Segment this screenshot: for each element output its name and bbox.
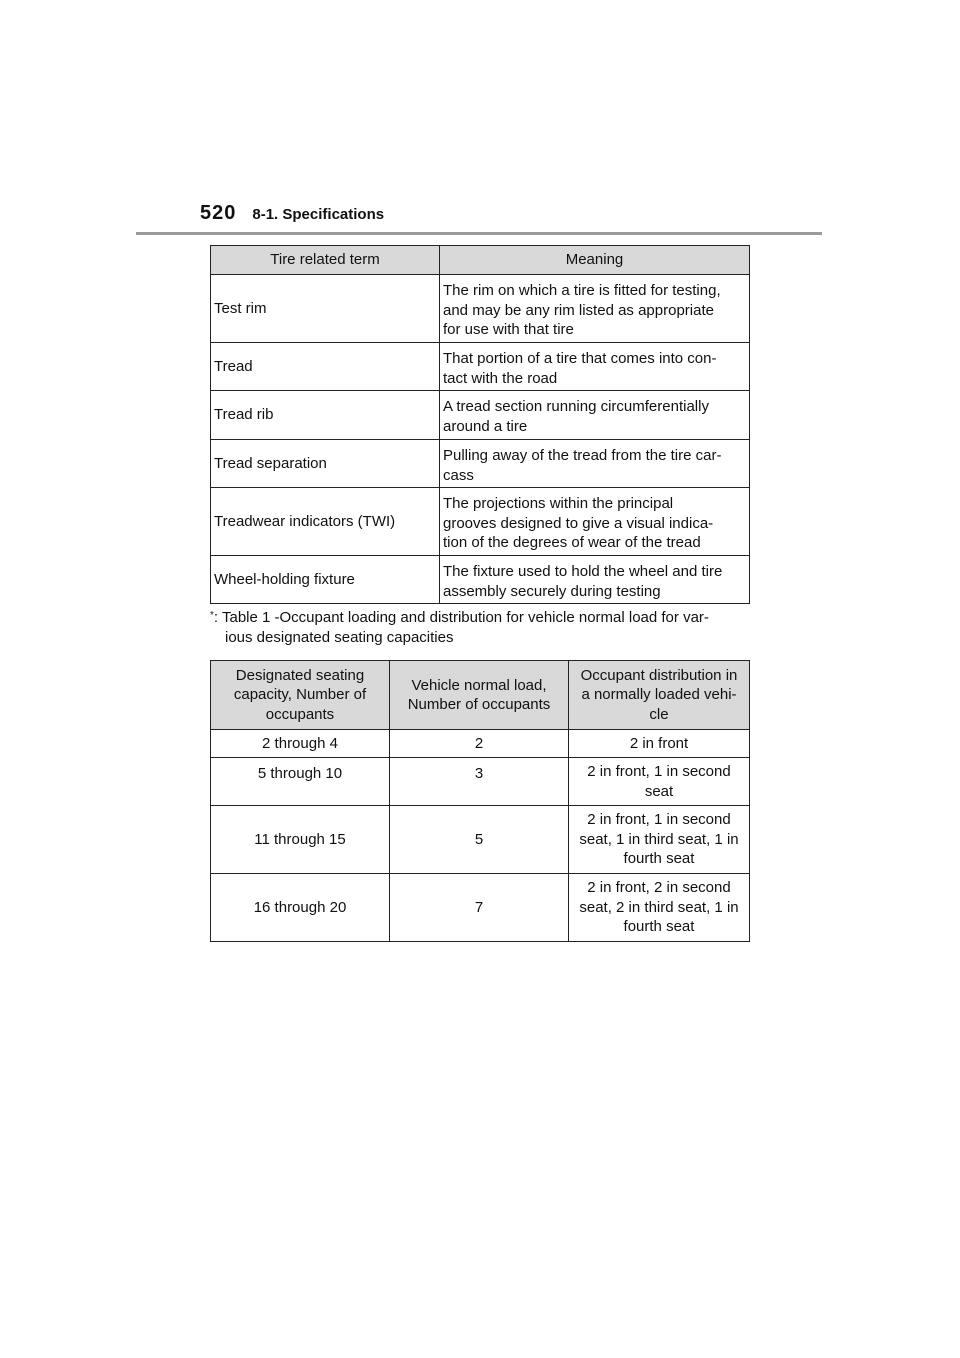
header-line: occupants [265, 705, 335, 723]
table-row [211, 343, 750, 391]
table-row [211, 806, 750, 874]
term-cell: Tread separation [211, 440, 440, 488]
column-header: Meaning [440, 246, 750, 275]
capacity-cell: 16 through 20 [211, 874, 390, 942]
load-cell: 7 [390, 874, 569, 942]
term-cell: Treadwear indicators (TWI) [211, 488, 440, 556]
meaning-cell [440, 343, 750, 391]
header-line: Number of occupants [407, 696, 551, 713]
footnote-line: : Table 1 -Occupant loading and distribution for vehicle normal load for var- [213, 609, 709, 626]
table-header-row [211, 661, 750, 730]
distribution-line: 2 in front, 2 in second [587, 879, 731, 897]
distribution-line: seat [644, 782, 674, 800]
meaning-line: The projections within the principal [443, 495, 674, 512]
table-row [211, 874, 750, 942]
occupant-loading-table [210, 660, 750, 942]
term-cell: Wheel-holding fixture [211, 556, 440, 604]
section-title: 8-1. Specifications [252, 206, 385, 223]
load-cell: 5 [390, 806, 569, 874]
table-row [211, 488, 750, 556]
meaning-line: for use with that tire [443, 321, 574, 338]
distribution-line: 2 in front, 1 in second [587, 763, 731, 780]
page-header [200, 202, 384, 225]
meaning-line: The rim on which a tire is fitted for testing, [443, 282, 721, 299]
load-cell: 2 [390, 730, 569, 758]
capacity-cell: 5 through 10 [211, 758, 390, 806]
footnote-line: ious designated seating capacities [225, 628, 454, 646]
load-cell: 3 [390, 758, 569, 806]
meaning-line: That portion of a tire that comes into con- [443, 350, 717, 367]
column-header [569, 661, 750, 730]
footnote-marker: * [210, 610, 214, 621]
meaning-cell [440, 488, 750, 556]
table-row [211, 730, 750, 758]
column-header: Tire related term [211, 246, 440, 275]
header-line: Occupant distribution in [580, 666, 738, 684]
column-header [390, 661, 569, 730]
header-line: Vehicle normal load, [411, 676, 547, 694]
distribution-line: seat, 2 in third seat, 1 in [579, 898, 739, 916]
header-line: cle [649, 705, 669, 723]
table-footnote [210, 608, 755, 647]
term-cell: Tread [211, 343, 440, 391]
distribution-cell [569, 806, 750, 874]
distribution-cell [569, 758, 750, 806]
distribution-cell [569, 874, 750, 942]
table-row [211, 758, 750, 806]
table-row [211, 440, 750, 488]
meaning-line: Pulling away of the tread from the tire car- [443, 447, 722, 464]
distribution-line: fourth seat [623, 850, 695, 868]
distribution-line: fourth seat [623, 918, 695, 936]
header-line: Designated seating [235, 666, 365, 684]
table-row [211, 556, 750, 604]
meaning-line: tion of the degrees of wear of the tread [443, 534, 701, 551]
term-cell: Tread rib [211, 391, 440, 440]
header-line: a normally loaded vehi- [581, 686, 737, 704]
meaning-line: grooves designed to give a visual indica- [443, 514, 714, 532]
distribution-line: 2 in front [629, 734, 689, 752]
column-header [211, 661, 390, 730]
distribution-line: 2 in front, 1 in second [587, 811, 731, 829]
meaning-line: assembly securely during testing [443, 582, 661, 600]
tire-terms-table [210, 245, 750, 604]
capacity-cell: 11 through 15 [211, 806, 390, 874]
meaning-cell [440, 440, 750, 488]
meaning-cell [440, 556, 750, 604]
table-row [211, 391, 750, 440]
meaning-line: The fixture used to hold the wheel and tire [443, 563, 723, 580]
meaning-cell [440, 275, 750, 343]
distribution-line: seat, 1 in third seat, 1 in [579, 830, 739, 848]
meaning-cell [440, 391, 750, 440]
meaning-line: around a tire [443, 417, 528, 435]
meaning-line: tact with the road [443, 369, 558, 387]
header-line: capacity, Number of [233, 686, 367, 704]
page-number: 520 [200, 202, 237, 224]
header-divider [136, 232, 822, 235]
table-row [211, 275, 750, 343]
term-cell: Test rim [211, 275, 440, 343]
distribution-cell [569, 730, 750, 758]
meaning-line: A tread section running circumferentially [443, 398, 709, 415]
meaning-line: and may be any rim listed as appropriate [443, 301, 714, 319]
capacity-cell: 2 through 4 [211, 730, 390, 758]
table-header-row [211, 246, 750, 275]
meaning-line: cass [443, 466, 474, 484]
